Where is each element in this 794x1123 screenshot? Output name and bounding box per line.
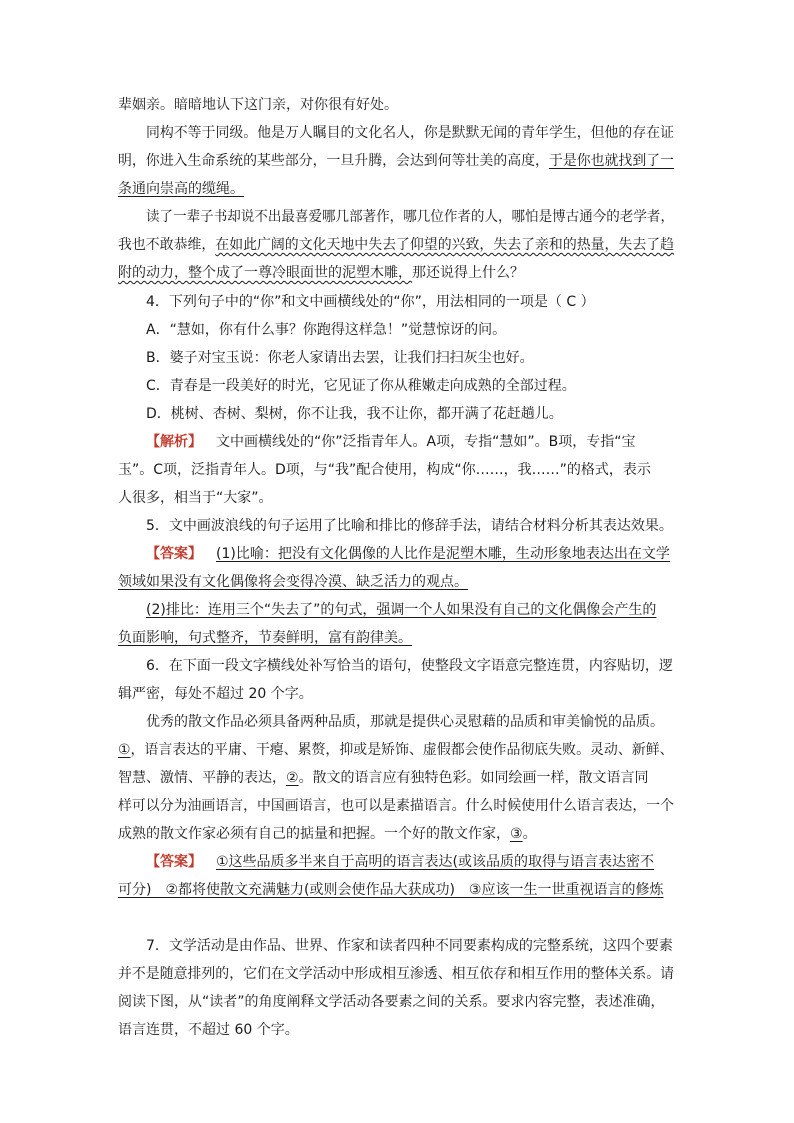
text-line <box>118 179 244 199</box>
question-5: 5．文中画波浪线的句子运用了比喻和排比的修辞手法，请结合材料分析其表达效果。 <box>146 518 673 534</box>
option-d: D．桃树、杏树、梨树，你不让我，我不让你，都开满了花赶趟儿。 <box>146 406 563 422</box>
answer-line <box>118 880 664 900</box>
blank-3: ③ <box>510 826 523 842</box>
underlined-text: 条通向崇高的缆绳。 <box>118 181 244 197</box>
answer-line <box>118 572 468 592</box>
answer-text: (1)比喻：把没有文化偶像的人比作是泥塑木雕，生动形象地表达出在文学 <box>216 546 670 562</box>
passage-line: 优秀的散文作品必须具备两种品质，那就是提供心灵慰藉的品质和审美愉悦的品质。 <box>146 714 664 730</box>
answer-text: 可分) ②都将使散文充满魅力(或则会使作品大获成功) ③应该一生一世重视语言的修炼 <box>118 882 664 898</box>
passage-line: ①，语言表达的平庸、干瘪、累赘，抑或是矫饰、虚假都会使作品彻底失败。灵动、新鲜、 <box>118 742 674 758</box>
question-7: 7．文学活动是由作品、世界、作家和读者四种不同要素构成的完整系统，这四个要素 <box>146 938 673 954</box>
answer-text: (2)排比：连用三个“失去了”的句式，强调一个人如果没有自己的文化偶像会产生的 <box>146 602 657 618</box>
answer-text: 负面影响，句式整齐，节奏鲜明，富有韵律美。 <box>118 630 412 646</box>
option-c: C．青春是一段美好的时光，它见证了你从稚嫩走向成熟的全部过程。 <box>146 378 576 394</box>
answer-tag: 【答案】 <box>146 854 202 870</box>
answer-line <box>146 544 670 564</box>
analysis-line: 玉”。C项，泛指青年人。D项，与“我”配合使用，构成“你……，我……”的格式，表示 <box>118 462 651 478</box>
text-line: 明，你进入生命系统的某些部分，一旦升腾，会达到何等壮美的高度，于是你也就找到了一 <box>118 153 675 169</box>
option-a: A．“慧如，你有什么事？你跑得这样急！”觉慧惊讶的问。 <box>146 322 507 338</box>
answer-line <box>146 852 654 872</box>
analysis-line: 人很多，相当于“大家”。 <box>118 490 273 506</box>
question-6: 辑严密，每处不超过 20 个字。 <box>118 686 313 702</box>
analysis-tag: 【解析】 <box>146 434 202 450</box>
answer-text: ①这些品质多半来自于高明的语言表达(或该品质的取得与语言表达密不 <box>216 854 655 870</box>
question-7: 并不是随意排列的，它们在文学活动中形成相互渗透、相互依存和相互作用的整体关系。请 <box>118 966 675 982</box>
underlined-text: 于是你也就找到了一 <box>548 153 675 169</box>
text-line: 读了一辈子书却说不出最喜爱哪几部著作，哪几位作者的人，哪怕是博古通今的老学者， <box>146 209 674 225</box>
answer-line <box>118 628 412 648</box>
text-line: 辈姻亲。暗暗地认下这门亲，对你很有好处。 <box>118 97 398 113</box>
text-line: 附的动力，整个成了一尊冷眼面世的泥塑木雕，那还说得上什么？ <box>118 265 524 281</box>
question-6: 6．在下面一段文字横线处补写恰当的语句，使整段文字语意完整连贯，内容贴切，逻 <box>146 658 673 674</box>
text-line: 同构不等于同级。他是万人瞩目的文化名人，你是默默无闻的青年学生，但他的存在证 <box>146 125 675 141</box>
wavy-underlined-text: 附的动力，整个成了一尊冷眼面世的泥塑木雕， <box>118 265 412 281</box>
question-7: 阅读下图，从“读者”的角度阐释文学活动各要素之间的关系。要求内容完整，表述准确， <box>118 994 665 1010</box>
blank-1: ① <box>118 742 131 758</box>
answer-tag: 【答案】 <box>146 546 202 562</box>
question-7: 语言连贯，不超过 60 个字。 <box>118 1022 299 1038</box>
passage-line: 智慧、激情、平静的表达，②。散文的语言应有独特色彩。如同绘画一样，散文语言同 <box>118 770 649 786</box>
blank-2: ② <box>286 770 299 786</box>
answer-line <box>146 600 656 620</box>
wavy-underlined-text: 在如此广阔的文化天地中失去了仰望的兴致，失去了亲和的热量，失去了趋 <box>215 237 675 253</box>
option-b: B．婆子对宝玉说：你老人家请出去罢，让我们扫扫灰尘也好。 <box>146 350 534 366</box>
answer-text: 领域如果没有文化偶像将会变得冷漠、缺乏活力的观点。 <box>118 574 468 590</box>
text-line: 我也不敢恭维，在如此广阔的文化天地中失去了仰望的兴致，失去了亲和的热量，失去了趋 <box>118 237 675 253</box>
question-4: 4．下列句子中的“你”和文中画横线处的“你”，用法相同的一项是（ C ） <box>146 294 595 310</box>
passage-line: 样可以分为油画语言，中国画语言，也可以是素描语言。什么时候使用什么语言表达，一个 <box>118 798 675 814</box>
analysis-line: 【解析】 文中画横线处的“你”泛指青年人。A项，专指“慧如”。B项，专指“宝 <box>146 434 636 450</box>
passage-line: 成熟的散文作家必须有自己的掂量和把握。一个好的散文作家，③。 <box>118 826 537 842</box>
